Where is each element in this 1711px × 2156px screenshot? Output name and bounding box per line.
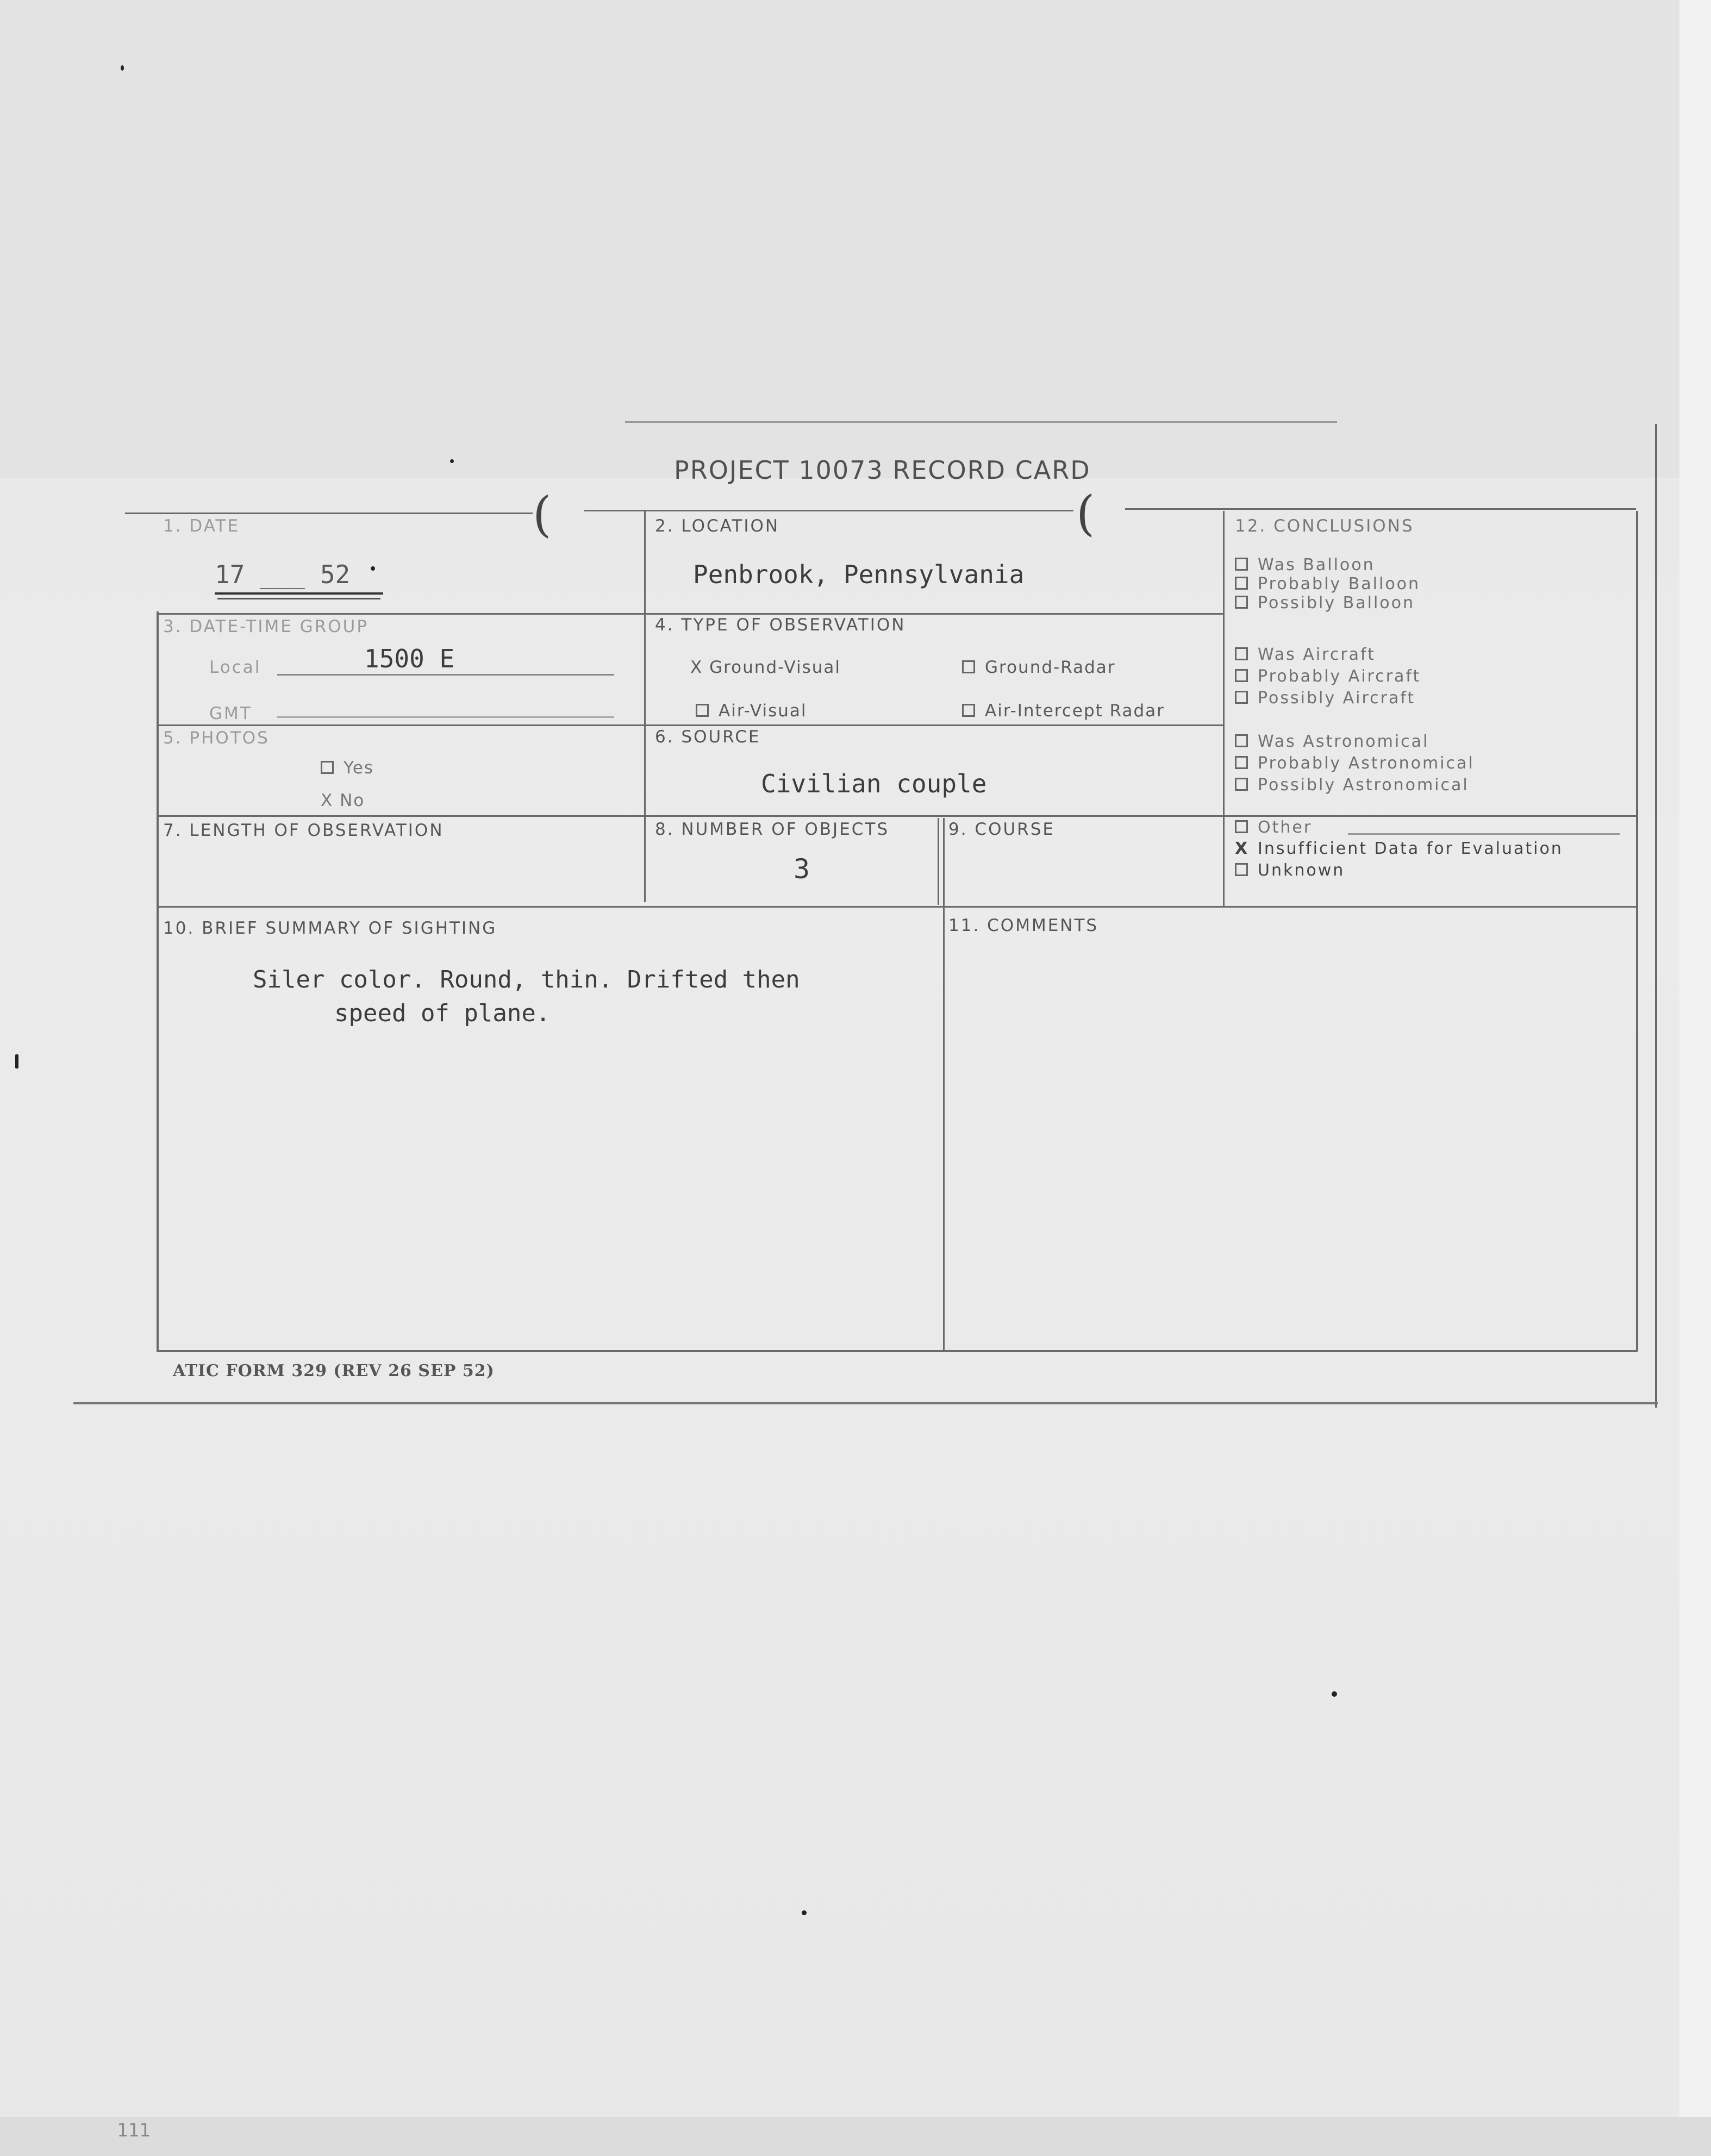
checkbox-icon — [1235, 691, 1248, 704]
source-label: 6. SOURCE — [655, 727, 761, 747]
conclusion-probably-aircraft: Probably Aircraft — [1235, 666, 1421, 688]
conclusion-was-balloon: Was Balloon — [1235, 554, 1375, 576]
row-rule-4 — [157, 906, 1636, 908]
time-gmt-label: GMT — [209, 704, 252, 723]
checkbox-icon — [1235, 778, 1248, 791]
source-value: Civilian couple — [761, 769, 987, 798]
checkbox-icon — [1235, 734, 1248, 747]
course-label: 9. COURSE — [948, 820, 1055, 839]
checkbox-icon — [1235, 577, 1248, 590]
card-left-border — [157, 611, 159, 1351]
summary-line-1: Siler color. Round, thin. Drifted then — [253, 966, 800, 993]
objects-value: 3 — [794, 853, 810, 885]
row-rule-3 — [157, 815, 1636, 817]
checkbox-icon — [1235, 647, 1248, 660]
type-ground-visual: X Ground-Visual — [690, 658, 841, 677]
punch-mark-left: ( — [533, 486, 552, 542]
checkbox-icon — [962, 704, 975, 717]
date-underline-2 — [217, 598, 380, 599]
objects-label: 8. NUMBER OF OBJECTS — [655, 820, 890, 839]
conclusion-unknown: Unknown — [1235, 860, 1345, 882]
checked-mark: X — [1235, 839, 1250, 858]
summary-line-2: speed of plane. — [334, 999, 551, 1027]
photos-label: 5. PHOTOS — [163, 728, 270, 748]
row-rule-1 — [157, 613, 1223, 615]
checkbox-icon — [1235, 863, 1248, 876]
date-value: 17 ___ 52 — [215, 560, 351, 589]
checkbox-icon — [1235, 558, 1248, 571]
checkbox-icon — [696, 704, 709, 717]
time-gmt-line — [277, 716, 614, 718]
punch-mark-right: ( — [1076, 485, 1095, 541]
conclusion-possibly-astronomical: Possibly Astronomical — [1235, 774, 1469, 796]
time-local-line — [277, 674, 614, 676]
card-title: PROJECT 10073 RECORD CARD — [674, 455, 1091, 485]
column-divider-lower — [943, 818, 945, 1351]
type-label: 4. TYPE OF OBSERVATION — [655, 615, 906, 635]
time-label: 3. DATE-TIME GROUP — [163, 617, 369, 636]
card-bottom-rule — [157, 1350, 1638, 1352]
type-air-visual: Air-Visual — [696, 701, 807, 721]
time-local-label: Local — [209, 658, 261, 677]
photos-yes: Yes — [321, 758, 374, 778]
conclusion-insufficient-data: X Insufficient Data for Evaluation — [1235, 838, 1563, 860]
summary-label: 10. BRIEF SUMMARY OF SIGHTING — [163, 918, 497, 938]
form-footer: ATIC FORM 329 (REV 26 SEP 52) — [173, 1361, 495, 1380]
conclusion-was-astronomical: Was Astronomical — [1235, 731, 1429, 753]
checkbox-icon — [1235, 756, 1248, 769]
conclusion-possibly-aircraft: Possibly Aircraft — [1235, 688, 1415, 709]
date-label: 1. DATE — [163, 516, 240, 536]
card-frame-right — [1655, 424, 1657, 1408]
row-rule-2 — [157, 724, 1223, 726]
card-right-border — [1636, 511, 1638, 1351]
conclusion-probably-astronomical: Probably Astronomical — [1235, 753, 1475, 774]
card-top-rule — [625, 421, 1337, 423]
card-header-rule-mid — [584, 510, 1073, 511]
checkbox-icon — [962, 660, 975, 673]
checkbox-icon — [1235, 669, 1248, 682]
photos-no: X No — [321, 791, 365, 810]
date-underline — [215, 592, 383, 595]
card-header-rule-left — [125, 513, 533, 514]
location-label: 2. LOCATION — [655, 516, 780, 536]
conclusion-possibly-balloon: Possibly Balloon — [1235, 592, 1415, 614]
scan-cut-line — [73, 1402, 1658, 1404]
conclusion-other: Other — [1235, 817, 1312, 839]
type-air-intercept-radar: Air-Intercept Radar — [962, 701, 1165, 721]
comments-label: 11. COMMENTS — [948, 916, 1099, 935]
column-divider-course — [938, 818, 939, 905]
conclusions-label: 12. CONCLUSIONS — [1235, 516, 1414, 536]
checkbox-icon — [1235, 820, 1248, 833]
length-label: 7. LENGTH OF OBSERVATION — [163, 821, 444, 840]
checkbox-icon — [1235, 596, 1248, 609]
card-header-rule-right — [1125, 508, 1636, 510]
column-divider-right — [1223, 511, 1225, 908]
column-divider-left — [644, 511, 646, 902]
scan-margin-mark: 111 — [117, 2120, 151, 2141]
location-value: Penbrook, Pennsylvania — [693, 560, 1025, 589]
checkbox-icon — [321, 761, 334, 774]
conclusion-probably-balloon: Probably Balloon — [1235, 573, 1420, 595]
conclusion-other-line — [1348, 833, 1620, 835]
type-ground-radar: Ground-Radar — [962, 658, 1116, 677]
time-local-value: 1500 E — [364, 644, 455, 673]
conclusion-was-aircraft: Was Aircraft — [1235, 644, 1376, 666]
